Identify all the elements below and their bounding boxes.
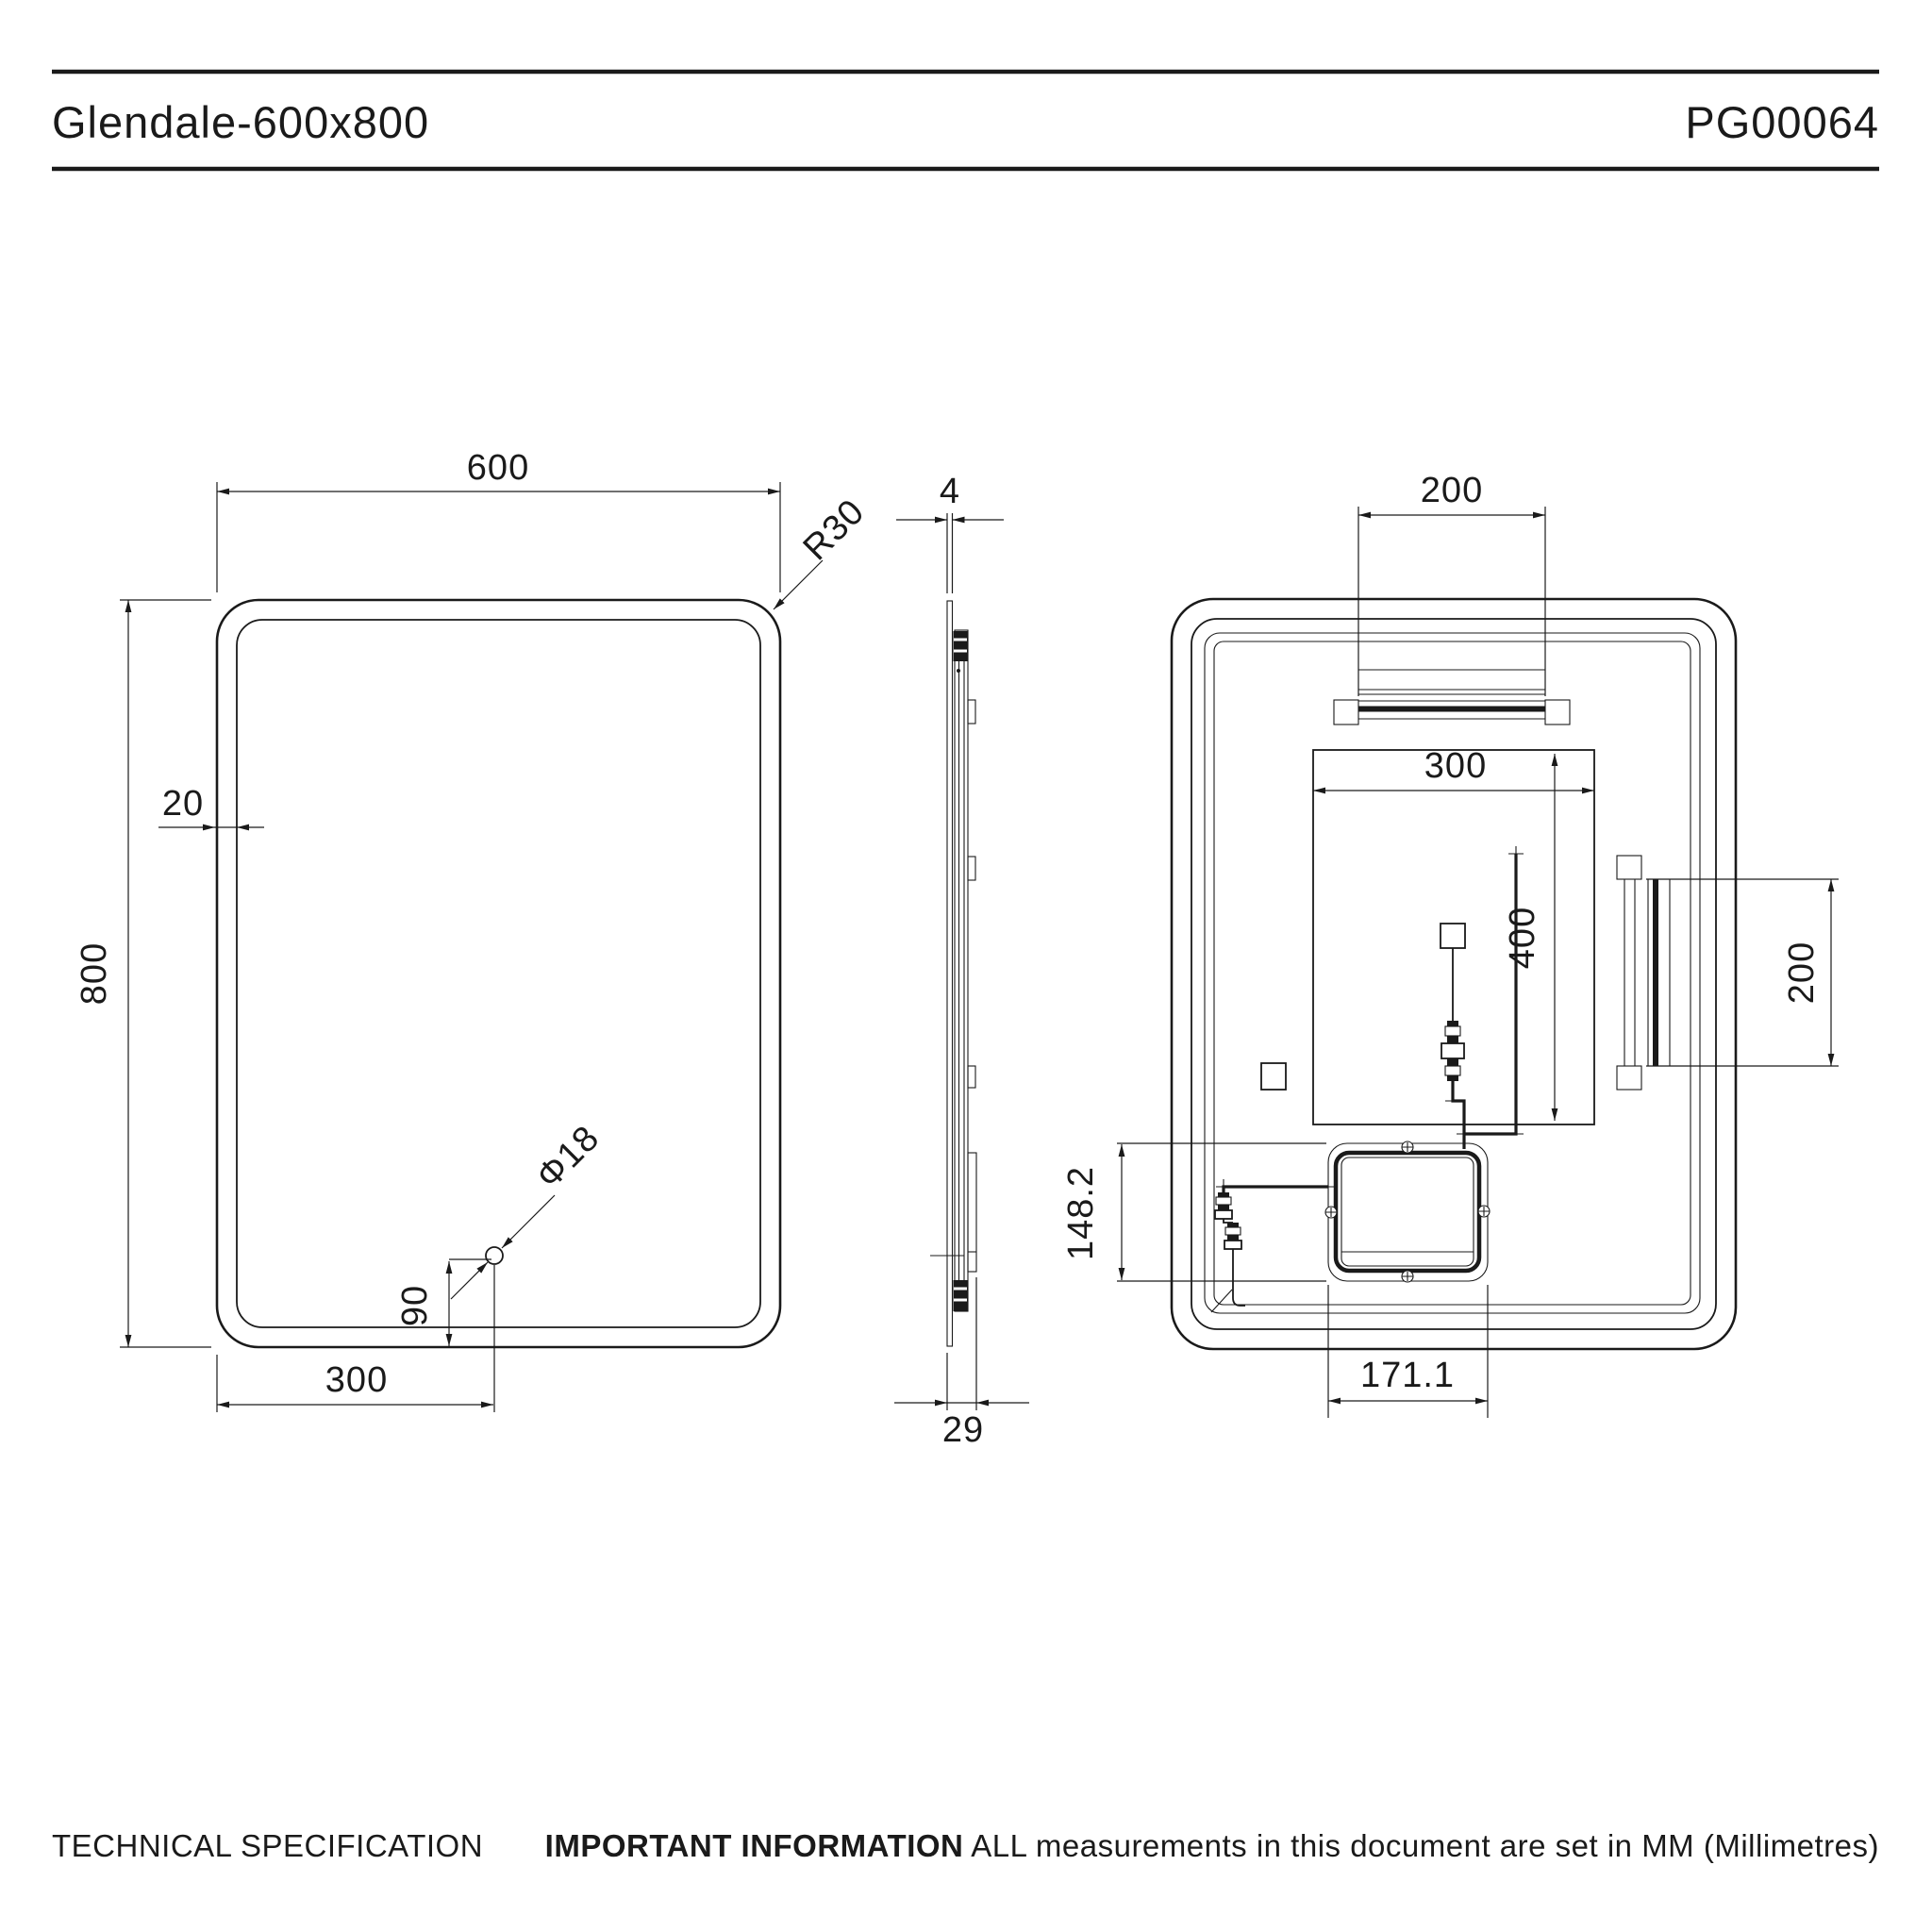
product-title: Glendale-600x800 <box>52 97 430 147</box>
rear-led-wire <box>1464 854 1516 1134</box>
side-back-panel <box>955 630 968 1311</box>
side-view <box>894 472 1029 1450</box>
front-dim-height <box>75 600 211 1347</box>
rear-right-bracket-top-cap <box>1617 856 1641 879</box>
front-view <box>75 448 873 1412</box>
rear-top-bracket-label: 200 <box>1420 471 1484 510</box>
rear-dim-right-bracket <box>1646 879 1839 1066</box>
rear-right-bracket-label: 200 <box>1782 941 1822 1005</box>
front-width-label: 600 <box>466 448 530 488</box>
rear-left-pad <box>1261 1063 1286 1090</box>
side-driver-box-profile <box>968 1153 976 1272</box>
rear-box-height-label: 148.2 <box>1061 1165 1101 1261</box>
side-bottom-clip <box>954 1280 969 1311</box>
page-footer <box>52 1828 1879 1863</box>
front-sensor-diameter-label: Φ18 <box>528 1118 608 1197</box>
rear-dim-demister-height <box>1503 754 1555 1121</box>
rear-mirror-inner-edge <box>1191 619 1716 1329</box>
rear-top-bracket <box>1334 670 1570 724</box>
footer-left-label: TECHNICAL SPECIFICATION <box>52 1828 484 1863</box>
side-depth-label: 29 <box>941 1410 985 1450</box>
front-dim-sensor-left <box>217 1265 494 1412</box>
footer-measurements-note: ALL measurements in this document are set in MM (Millimetres) <box>963 1828 1879 1863</box>
front-dim-width <box>217 448 780 592</box>
side-glass-thickness-label: 4 <box>939 472 961 511</box>
side-top-bracket-tab <box>968 700 975 724</box>
rear-box-width-label: 171.1 <box>1359 1356 1456 1395</box>
front-sensor-hole <box>486 1247 503 1264</box>
front-height-label: 800 <box>75 941 114 1006</box>
front-dim-frame-band <box>158 784 264 827</box>
side-right-bracket-bottom-tab <box>968 1066 975 1088</box>
front-mirror-outline <box>217 600 780 1347</box>
footer-right-note <box>545 1828 1879 1863</box>
rear-demister-width-label: 300 <box>1424 746 1488 786</box>
rear-dim-box-height <box>1061 1143 1326 1281</box>
product-code: PG00064 <box>1685 97 1879 147</box>
front-mirror-inner-edge <box>237 620 760 1327</box>
rear-inline-connector <box>1441 1021 1464 1081</box>
rear-wire-to-box <box>1453 1081 1464 1149</box>
rear-view <box>1061 471 1839 1418</box>
rear-driver-box <box>1325 1141 1490 1282</box>
rear-top-bracket-right-cap <box>1545 700 1570 724</box>
rear-right-bracket-bottom-cap <box>1617 1066 1641 1090</box>
front-sensor-callout <box>451 1118 608 1299</box>
rear-demister-height-label: 400 <box>1503 906 1542 970</box>
footer-important-label: IMPORTANT INFORMATION <box>544 1828 964 1863</box>
rear-right-bracket <box>1617 856 1670 1090</box>
front-frame-band-label: 20 <box>161 784 205 824</box>
rear-driver-box-screws <box>1325 1141 1490 1282</box>
side-top-clip <box>954 631 969 661</box>
side-dim-glass <box>896 472 1004 593</box>
rear-sensor-pad <box>1441 924 1465 948</box>
side-right-bracket-top-tab <box>968 857 975 880</box>
page-header <box>52 72 1879 169</box>
rear-top-bracket-left-cap <box>1334 700 1358 724</box>
rear-wire-junction-ticks <box>1445 846 1524 1134</box>
rear-power-cable <box>1211 1179 1336 1312</box>
rear-dim-top-bracket <box>1358 471 1545 696</box>
rear-demister-pad <box>1313 750 1594 1124</box>
side-detail-dot <box>957 669 960 673</box>
front-sensor-bottom-label: 90 <box>395 1284 435 1327</box>
side-back-panel-lines <box>959 660 965 1281</box>
front-corner-radius-callout <box>774 491 873 609</box>
rear-dim-demister-width <box>1313 746 1594 791</box>
side-glass <box>947 601 953 1346</box>
front-sensor-left-label: 300 <box>325 1360 389 1400</box>
front-corner-radius-label: R30 <box>795 491 873 569</box>
